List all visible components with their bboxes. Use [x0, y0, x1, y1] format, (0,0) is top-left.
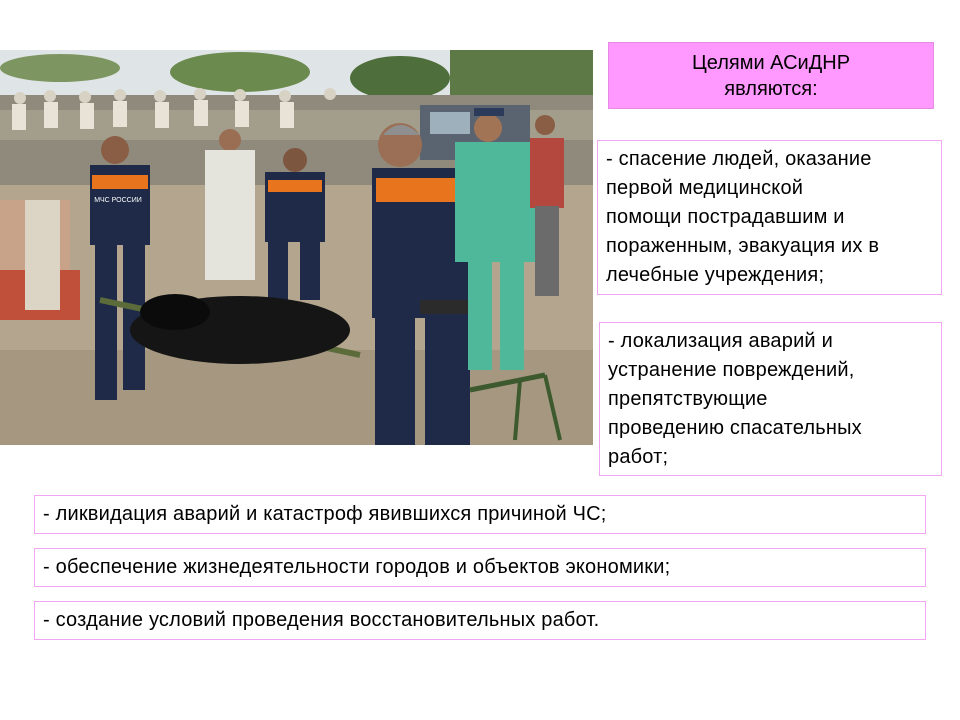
point-rescue-people: - спасение людей, оказание первой медицинской помощи пострадавшим и пораженным, эвакуация их в лечебные учреждения;: [597, 140, 942, 295]
vest-label: МЧС РОССИИ: [94, 197, 142, 204]
point-localize-accidents: - локализация аварий и устранение повреждений, препятствующие проведению спасательных работ;: [599, 322, 942, 476]
point-ensure-livelihood: - обеспечение жизнедеятельности городов и объектов экономики;: [34, 548, 926, 587]
rescue-photo: [0, 50, 593, 445]
slide-title: Целями АСиДНР являются:: [608, 42, 934, 109]
point-liquidate-accidents: - ликвидация аварий и катастроф явившихся причиной ЧС;: [34, 495, 926, 534]
point-restoration-conditions: - создание условий проведения восстановительных работ.: [34, 601, 926, 640]
